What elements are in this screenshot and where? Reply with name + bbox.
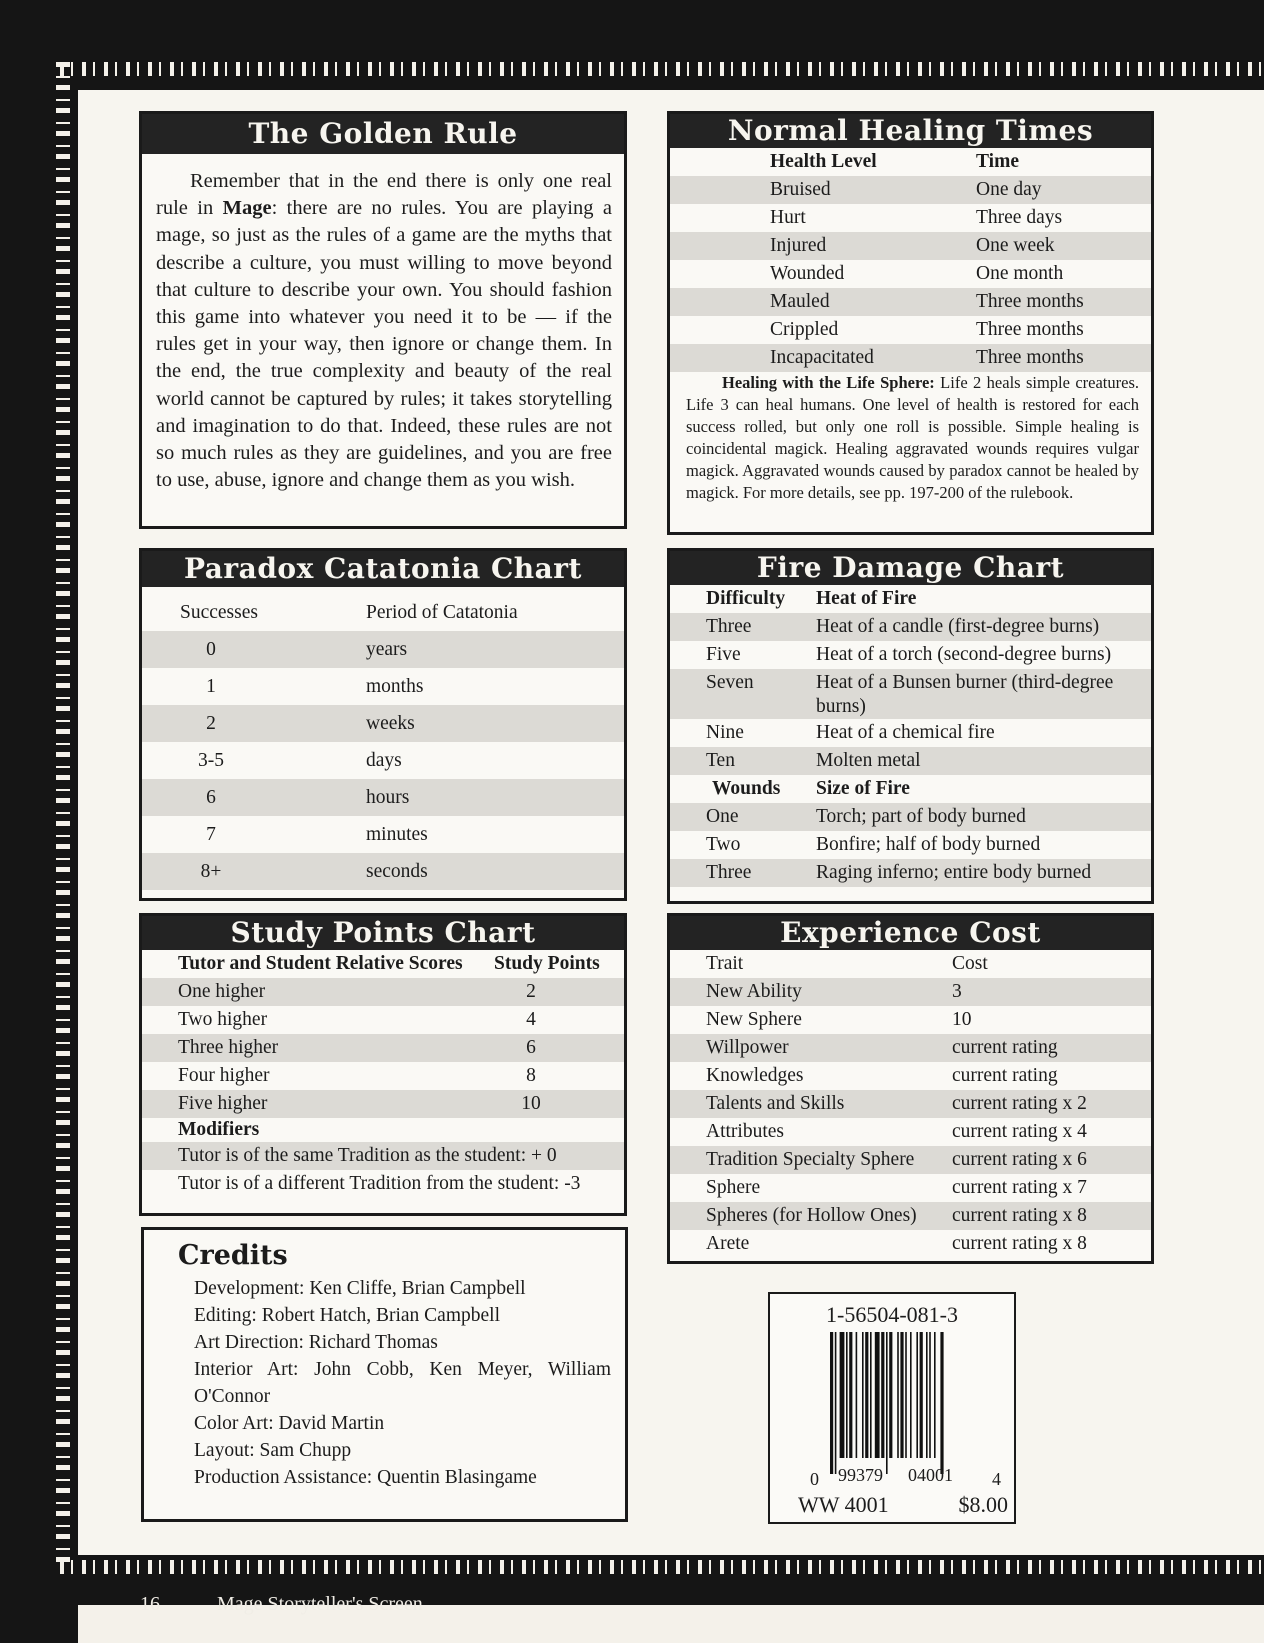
table-cell: 4: [526, 1009, 536, 1030]
table-cell: 6: [526, 1037, 536, 1058]
barcode-bar: [846, 1332, 848, 1458]
isbn-number: 1-56504-081-3: [826, 1302, 958, 1327]
table-cell-line: burns): [816, 696, 866, 717]
table-cell: 6: [206, 787, 216, 808]
credit-line: Development: Ken Cliffe, Brian Campbell: [194, 1278, 526, 1299]
border-pattern: [56, 62, 70, 1562]
barcode-bar: [835, 1332, 837, 1474]
barcode-digit-left: 0: [810, 1469, 819, 1489]
table-header-row: [142, 950, 624, 978]
table-cell: Ten: [706, 750, 735, 771]
fire-title: Fire Damage Chart: [670, 551, 1151, 585]
barcode-bar: [940, 1332, 943, 1474]
barcode-bar: [900, 1332, 903, 1458]
table-header-row: [142, 595, 624, 631]
barcode-bar: [875, 1332, 880, 1458]
healing-note: [670, 372, 1151, 504]
paradox-table: [142, 595, 624, 890]
table-cell: Knowledges: [706, 1065, 804, 1086]
table-row: [670, 232, 1151, 260]
barcode-bar: [830, 1332, 833, 1474]
barcode-bar: [870, 1332, 872, 1458]
modifiers-label-text: Modifiers: [178, 1119, 260, 1140]
price: $8.00: [958, 1492, 1008, 1517]
table-cell: hours: [366, 787, 410, 808]
table-cell: current rating: [952, 1037, 1058, 1058]
barcode-bar: [934, 1332, 936, 1458]
page-footer: [140, 1593, 423, 1616]
table-cell: Hurt: [770, 207, 806, 228]
table-cell: current rating x 2: [952, 1093, 1087, 1114]
table-row: [670, 1174, 1151, 1202]
table-row: [670, 344, 1151, 372]
credits-box: [141, 1227, 628, 1522]
credit-line: Color Art: David Martin: [194, 1413, 385, 1434]
modifier-text: Tutor is of the same Tradition as the student: + 0: [178, 1145, 557, 1166]
table-cell: 3-5: [198, 750, 224, 771]
table-cell: Four higher: [178, 1065, 270, 1086]
table-cell: 0: [206, 639, 216, 660]
table-cell: Two higher: [178, 1009, 268, 1030]
table-cell: Three: [706, 616, 752, 637]
study-table: [142, 950, 624, 1198]
table-row: [142, 1034, 624, 1062]
table-row: [670, 176, 1151, 204]
table-cell: Wounded: [770, 263, 845, 284]
table-row: [670, 1062, 1151, 1090]
barcode-digit-group: 99379: [838, 1465, 883, 1485]
decorative-border-top: [0, 0, 1264, 90]
barcode-bar: [929, 1332, 931, 1458]
table-cell: Five higher: [178, 1093, 268, 1114]
barcode-bar: [910, 1332, 912, 1458]
fire-box: [667, 548, 1154, 904]
table-cell: [816, 669, 1113, 719]
healing-note-label: Healing with the Life Sphere:: [722, 373, 935, 392]
page-number: 16: [140, 1593, 160, 1615]
table-header-cell: Time: [976, 151, 1019, 172]
table-cell: Bonfire; half of body burned: [816, 834, 1041, 855]
table-header-cell: Cost: [952, 953, 988, 974]
table-row: [670, 260, 1151, 288]
table-cell: One week: [976, 235, 1055, 256]
barcode-bar: [849, 1332, 852, 1458]
table-cell: Arete: [706, 1233, 750, 1254]
credit-line: Production Assistance: Quentin Blasingame: [194, 1467, 537, 1488]
barcode-box: [768, 1292, 1016, 1524]
credit-line: Editing: Robert Hatch, Brian Campbell: [194, 1305, 500, 1326]
barcode-footer: [798, 1492, 1008, 1518]
table-row: [142, 1062, 624, 1090]
table-cell: Three days: [976, 207, 1063, 228]
table-cell: One higher: [178, 981, 266, 1002]
paradox-box: [139, 548, 627, 901]
table-cell: days: [366, 750, 402, 771]
table-cell: current rating x 8: [952, 1233, 1087, 1254]
border-pattern: [60, 1560, 1264, 1574]
study-box: [139, 913, 627, 1216]
border-pattern: [60, 62, 1264, 76]
table-header-cell: Study Points: [494, 953, 600, 974]
table-row: [142, 742, 624, 779]
barcode-bar: [889, 1332, 892, 1458]
barcode-bar: [916, 1332, 918, 1458]
table-cell: Attributes: [706, 1121, 784, 1142]
table-cell: Heat of a candle (first-degree burns): [816, 616, 1100, 637]
table-cell: 10: [952, 1009, 972, 1030]
table-row: [670, 288, 1151, 316]
table-row: [142, 816, 624, 853]
golden-rule-box: [139, 111, 627, 529]
credit-line: Layout: Sam Chupp: [194, 1440, 352, 1461]
barcode-icon: [830, 1332, 990, 1474]
table-cell: Three months: [976, 291, 1084, 312]
table-row: [142, 779, 624, 816]
experience-box: [667, 913, 1154, 1264]
golden-rule-text-pre: Remember that in the end there is only one real rule in: [156, 170, 612, 220]
table-cell: Molten metal: [816, 750, 921, 771]
table-header-cell: Health Level: [770, 151, 877, 172]
healing-table: [670, 148, 1151, 372]
table-cell: Incapacitated: [770, 347, 874, 368]
fire-table: [670, 585, 1151, 887]
table-cell: One day: [976, 179, 1042, 200]
table-header-cell: Size of Fire: [816, 778, 910, 799]
table-header-cell: Wounds: [712, 778, 781, 799]
table-header-cell: Heat of Fire: [816, 588, 917, 609]
table-cell: Seven: [706, 672, 754, 693]
table-cell: Bruised: [770, 179, 831, 200]
table-header-cell: Successes: [180, 602, 258, 623]
modifier-row: [142, 1170, 624, 1198]
healing-title: Normal Healing Times: [670, 114, 1151, 148]
table-row: [670, 859, 1151, 887]
table-row: [670, 831, 1151, 859]
credit-line: Interior Art: John Cobb, Ken Meyer, William: [194, 1359, 611, 1380]
healing-box: [667, 111, 1154, 535]
barcode-bar: [856, 1332, 858, 1458]
table-row: [142, 705, 624, 742]
experience-title: Experience Cost: [670, 916, 1151, 950]
table-cell: 2: [526, 981, 536, 1002]
barcode-bar: [920, 1332, 923, 1458]
table-cell: 2: [206, 713, 216, 734]
product-code: WW 4001: [798, 1492, 889, 1517]
table-cell: Torch; part of body burned: [816, 806, 1026, 827]
table-cell: Two: [706, 834, 741, 855]
table-row: [142, 668, 624, 705]
golden-rule-text-post: : there are no rules. You are playing a mage, so just as the rules of a game are the myths that describe a culture, you must willing to move beyond that culture to describe your own. You should fashion this game into whatever you need it to be — if the rules get in your way, then ignore or change them. In the end, the true complexity and beauty of the real world cannot be captured by rules; it takes storytelling and imagination to do that. Indeed, these rules are not so much rules as they are guidelines, and you are free to use, abuse, ignore and change them as you wish.: [156, 197, 612, 492]
table-cell: 3: [952, 981, 962, 1002]
table-row: [670, 613, 1151, 641]
table-cell: Heat of a chemical fire: [816, 722, 995, 743]
table-cell: Talents and Skills: [706, 1093, 845, 1114]
barcode-bar: [881, 1332, 884, 1458]
table-cell: current rating: [952, 1065, 1058, 1086]
table-cell: One month: [976, 263, 1064, 284]
barcode-bar: [905, 1332, 907, 1458]
healing-note-text: Life 2 heals simple creatures. Life 3 can heal humans. One level of health is restored for each success rolled, but only one roll is possible. Simple healing is coincidental magick. Healing aggravated wounds requires vulgar magick. Aggravated wounds caused by paradox cannot be healed by magick. For more details, see pp. 197-200 of the rulebook.: [686, 373, 1139, 502]
barcode-digit-right: 4: [992, 1469, 1001, 1489]
table-header-cell: Tutor and Student Relative Scores: [178, 953, 463, 974]
golden-rule-title: The Golden Rule: [142, 114, 624, 154]
modifiers-label: [142, 1118, 624, 1142]
table-row: [670, 978, 1151, 1006]
table-cell: 10: [521, 1093, 541, 1114]
credit-line: O'Connor: [194, 1386, 271, 1407]
golden-rule-text: [142, 154, 624, 494]
barcode-bar: [865, 1332, 868, 1458]
table-cell: current rating x 6: [952, 1149, 1087, 1170]
table-row: [670, 669, 1151, 719]
barcode-bar: [840, 1332, 845, 1458]
table-row: [670, 1118, 1151, 1146]
table-header-cell: Trait: [706, 953, 744, 974]
footer-title: Mage Storyteller's Screen: [217, 1593, 423, 1615]
barcode-bar: [897, 1332, 899, 1458]
table-row: [670, 204, 1151, 232]
table-cell: Tradition Specialty Sphere: [706, 1149, 915, 1170]
table-cell: years: [366, 639, 408, 660]
table-cell: Three months: [976, 319, 1084, 340]
barcode-bar: [862, 1332, 864, 1458]
golden-rule-text-bold: Mage: [222, 197, 272, 220]
table-cell: Mauled: [770, 291, 830, 312]
credit-line: Art Direction: Richard Thomas: [194, 1332, 438, 1353]
table-row: [670, 1230, 1151, 1258]
paradox-title: Paradox Catatonia Chart: [142, 551, 624, 587]
credits-title: Credits: [178, 1240, 288, 1271]
table-cell: One: [706, 806, 739, 827]
table-cell: current rating x 4: [952, 1121, 1087, 1142]
table-cell: Three months: [976, 347, 1084, 368]
table-row: [670, 1090, 1151, 1118]
table-cell: Spheres (for Hollow Ones): [706, 1205, 917, 1226]
table-cell: 1: [206, 676, 216, 697]
table-cell: 8: [526, 1065, 536, 1086]
table-row: [670, 641, 1151, 669]
barcode-bar: [926, 1332, 928, 1458]
table-cell: Three: [706, 862, 752, 883]
table-header-row: [670, 950, 1151, 978]
table-cell: weeks: [366, 713, 415, 734]
table-row: [670, 747, 1151, 775]
table-cell: current rating x 7: [952, 1177, 1087, 1198]
table-row: [670, 719, 1151, 747]
barcode-bar: [886, 1332, 888, 1474]
experience-table: [670, 950, 1151, 1258]
table-cell: months: [366, 676, 424, 697]
table-cell: New Sphere: [706, 1009, 802, 1030]
table-cell: seconds: [366, 861, 428, 882]
table-cell: Injured: [770, 235, 827, 256]
table-row: [142, 978, 624, 1006]
table-cell: Willpower: [706, 1037, 789, 1058]
table-row: [142, 1090, 624, 1118]
table-row: [670, 1034, 1151, 1062]
modifier-text: Tutor is of a different Tradition from the student: -3: [178, 1173, 581, 1194]
table-cell: minutes: [366, 824, 428, 845]
table-row: [670, 803, 1151, 831]
table-cell: Heat of a torch (second-degree burns): [816, 644, 1112, 665]
table-cell: Three higher: [178, 1037, 279, 1058]
table-header-cell: Difficulty: [706, 588, 786, 609]
table-cell: New Ability: [706, 981, 802, 1002]
barcode-digit-group: 04001: [908, 1465, 953, 1485]
table-row: [142, 853, 624, 890]
table-row: [142, 1006, 624, 1034]
table-cell: Nine: [706, 722, 744, 743]
table-cell: 8+: [200, 861, 222, 882]
table-cell-line: Heat of a Bunsen burner (third-degree: [816, 672, 1114, 693]
table-cell: Five: [706, 644, 741, 665]
table-cell: 7: [206, 824, 216, 845]
table-cell: current rating x 8: [952, 1205, 1087, 1226]
study-title: Study Points Chart: [142, 916, 624, 950]
table-header-row: [670, 585, 1151, 613]
table-row: [670, 1202, 1151, 1230]
table-header-row: [670, 775, 1151, 803]
table-row: [670, 316, 1151, 344]
modifier-row: [142, 1142, 624, 1170]
table-row: [142, 631, 624, 668]
table-cell: Raging inferno; entire body burned: [816, 862, 1092, 883]
table-cell: Crippled: [770, 319, 839, 340]
table-header-row: [670, 148, 1151, 176]
table-row: [670, 1146, 1151, 1174]
table-header-cell: Period of Catatonia: [366, 602, 518, 623]
table-row: [670, 1006, 1151, 1034]
table-cell: Sphere: [706, 1177, 761, 1198]
